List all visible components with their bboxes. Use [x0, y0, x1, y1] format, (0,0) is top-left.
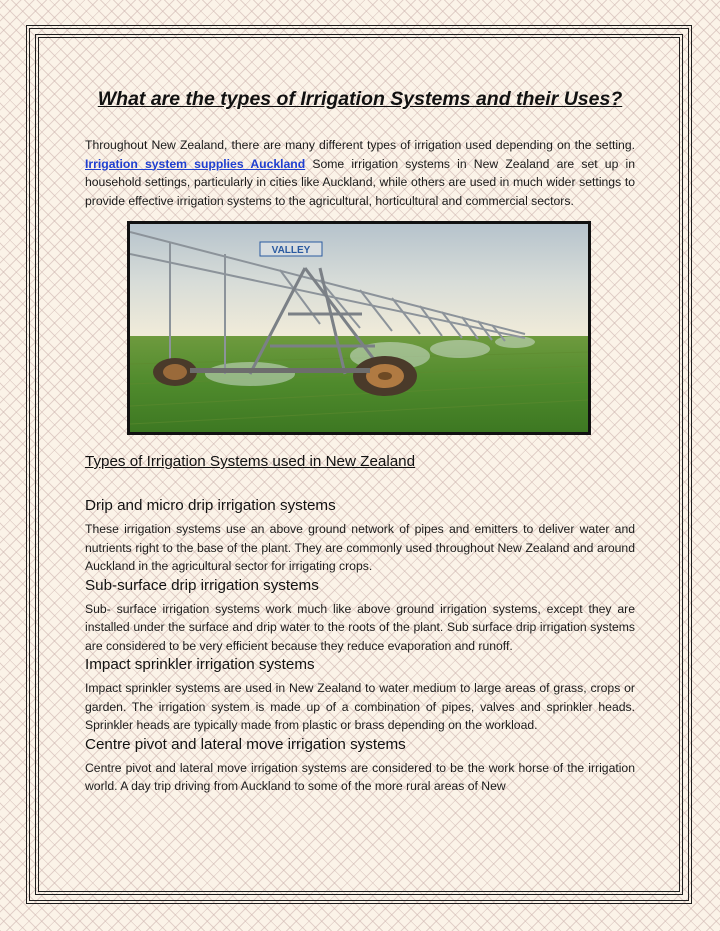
section-heading-types: Types of Irrigation Systems used in New Zealand [85, 453, 416, 470]
heading-subsurface-irrigation: Sub-surface drip irrigation systems [85, 576, 319, 594]
paragraph-subsurface-irrigation: Sub- surface irrigation systems work much like above ground irrigation systems, except they are installed under the surface and drip water to the roots of the plant. Sub surface drip irrigation systems are considered to be very efficient because they reduce evaporation and runoff. [85, 601, 635, 653]
heading-impact-sprinkler: Impact sprinkler irrigation systems [85, 656, 315, 673]
heading-centre-pivot: Centre pivot and lateral move irrigation systems [85, 735, 406, 753]
paragraph-centre-pivot: Centre pivot and lateral move irrigation systems are considered to be the work horse of the irrigation world. A day trip driving from Auckland to some of the more rural areas of New [85, 760, 635, 793]
document-body [85, 86, 635, 796]
intro-paragraph [85, 136, 635, 210]
irrigation-photo [127, 221, 591, 435]
intro-text-start: Throughout New Zealand, there are many different types of irrigation used depending on the setting. [85, 138, 635, 152]
paragraph-impact-sprinkler: Impact sprinkler systems are used in New Zealand to water medium to large areas of grass, crops or garden. The irrigation system is made up of a combination of pipes, valves and sprinkler heads. Sprinkler heads are typically made from plastic or brass depending on the workload. [85, 681, 635, 732]
valley-logo: VALLEY [271, 245, 311, 256]
irrigation-supplies-link[interactable]: Irrigation system supplies Auckland [85, 156, 306, 171]
page-title: What are the types of Irrigation Systems and their Uses? [97, 88, 623, 110]
intro-text-end: Some irrigation systems in New Zealand are set up in household settings, particularly in cities like Auckland, while others are used in much wider settings to provide effective irrigation systems to the agricultural, horticultural and commercial sectors. [85, 156, 636, 208]
paragraph-drip-irrigation: These irrigation systems use an above ground network of pipes and emitters to deliver water and nutrients right to the base of the plant. They are commonly used throughout New Zealand and around Auckland in the agricultural sector for irrigating crops. [85, 522, 635, 573]
center-pivot-irrigation-image [130, 224, 588, 432]
heading-drip-irrigation: Drip and micro drip irrigation systems [85, 497, 336, 514]
